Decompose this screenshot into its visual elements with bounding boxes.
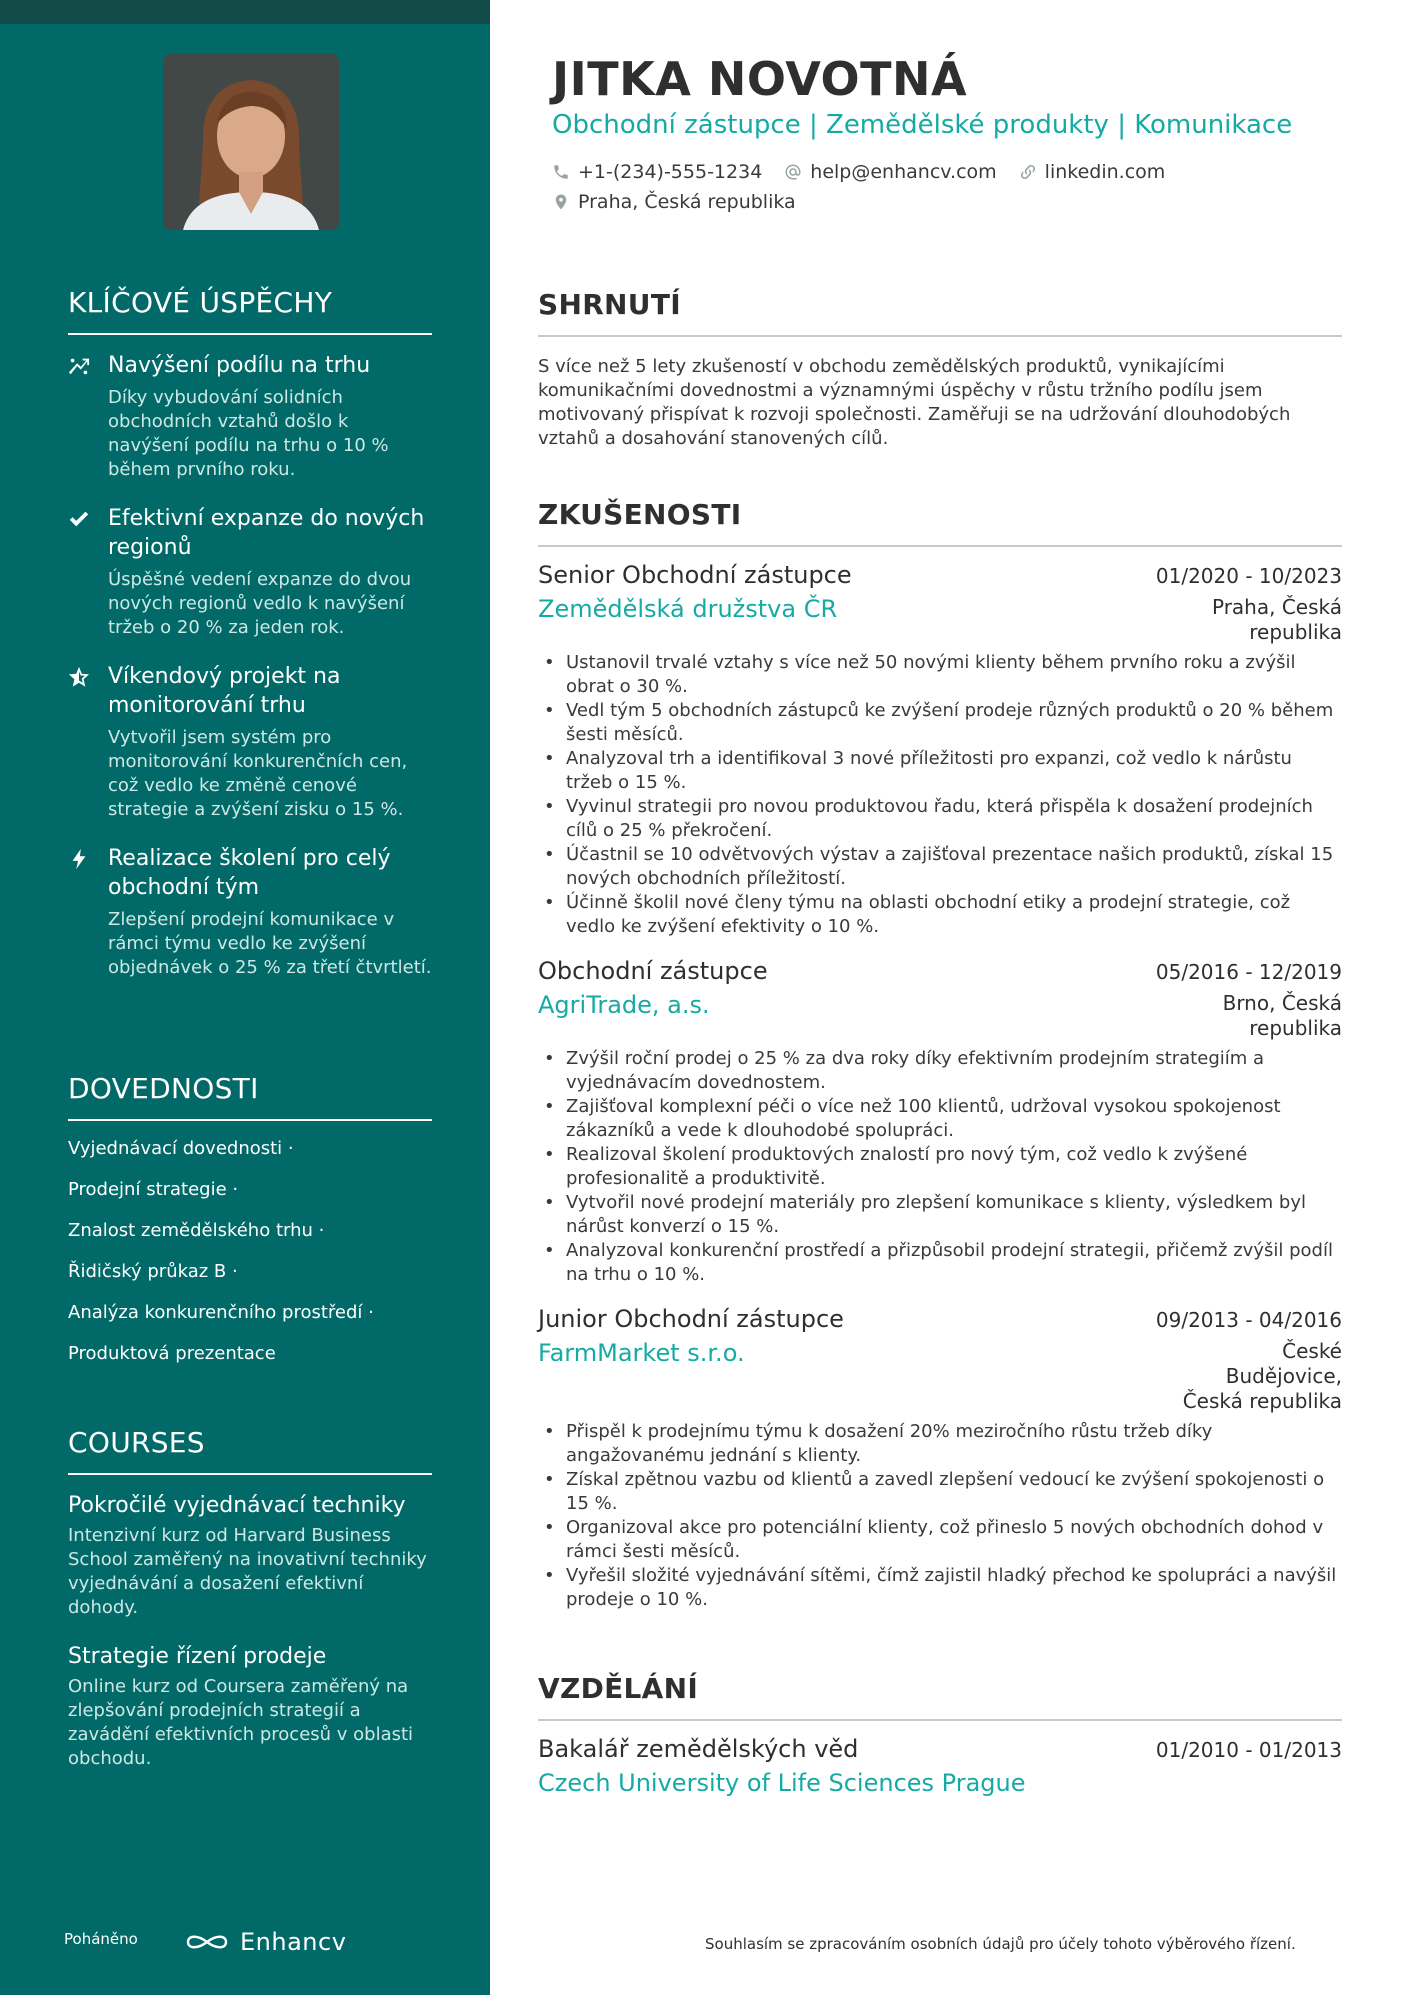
job-dates: 05/2016 - 12/2019 bbox=[1155, 960, 1342, 984]
job-bullet: • Vyřešil složité vyjednávání sítěmi, čímž zajistil hladký přechod ke spolupráci a navýšil prodeje o 10 %. bbox=[538, 1564, 1342, 1612]
powered-by-label: Poháněno bbox=[64, 1930, 138, 1948]
contact-linkedin[interactable] bbox=[1019, 161, 1166, 183]
job-location: Brno, Česká republika bbox=[1222, 991, 1342, 1040]
job-location: České Budějovice, Česká republika bbox=[1182, 1339, 1342, 1413]
job-bullet: • Analyzoval konkurenční prostředí a přizpůsobil prodejní strategii, přičemž zvýšil podíl na trhu o 10 %. bbox=[538, 1239, 1342, 1287]
chart-icon bbox=[68, 351, 92, 482]
phone-icon bbox=[552, 163, 570, 181]
brand-link[interactable] bbox=[184, 1928, 346, 1956]
contact-row bbox=[552, 161, 1165, 183]
skill-item: Produktová prezentace bbox=[68, 1343, 276, 1364]
achievement-desc: Díky vybudování solidních obchodních vztahů došlo k navýšení podílu na trhu o 10 % během prvního roku. bbox=[108, 387, 389, 480]
skill-item: Vyjednávací dovednosti · bbox=[68, 1138, 294, 1159]
achievement-item bbox=[68, 662, 432, 822]
education-degree: Bakalář zemědělských věd bbox=[538, 1735, 859, 1763]
job-title: Senior Obchodní zástupce bbox=[538, 561, 852, 589]
course-item bbox=[68, 1491, 432, 1620]
education-school: Czech University of Life Sciences Prague bbox=[538, 1769, 1026, 1797]
job-bullet: • Získal zpětnou vazbu od klientů a zavedl zlepšení vedoucí ke zvýšení spokojenosti o 15 %. bbox=[538, 1468, 1342, 1516]
job-bullets bbox=[538, 1420, 1342, 1612]
skill-item: Znalost zemědělského trhu · bbox=[68, 1220, 325, 1241]
achievement-title: Navýšení podílu na trhu bbox=[108, 353, 371, 378]
courses-section bbox=[68, 1426, 432, 1793]
sidebar-top-bar bbox=[0, 0, 490, 24]
job-bullets bbox=[538, 1047, 1342, 1287]
job-company: Zemědělská družstva ČR bbox=[538, 595, 838, 623]
consent-note: Souhlasím se zpracováním osobních údajů pro účely tohoto výběrového řízení. bbox=[705, 1935, 1296, 1953]
location-text: Praha, Česká republika bbox=[578, 191, 796, 213]
summary-title: SHRNUTÍ bbox=[538, 288, 1342, 337]
star-icon bbox=[68, 662, 92, 822]
job-bullet: • Účinně školil nové členy týmu na oblasti obchodní etiky a prodejní strategie, což vedlo ke zvýšení efektivity o 10 %. bbox=[538, 891, 1342, 939]
brand-name: Enhancv bbox=[240, 1928, 347, 1956]
achievement-title: Realizace školení pro celý obchodní tým bbox=[108, 846, 391, 900]
check-icon bbox=[68, 504, 92, 640]
location-pin-icon bbox=[552, 193, 570, 211]
linkedin-text: linkedin.com bbox=[1044, 161, 1166, 183]
job-dates: 09/2013 - 04/2016 bbox=[1155, 1308, 1342, 1332]
achievement-desc: Vytvořil jsem systém pro monitorování konkurenčních cen, což vedlo ke změně cenové strategie a zvýšení zisku o 15 %. bbox=[108, 727, 408, 820]
achievements-title: KLÍČOVÉ ÚSPĚCHY bbox=[68, 286, 432, 335]
job-dates: 01/2020 - 10/2023 bbox=[1155, 564, 1342, 588]
enhancv-logo-icon bbox=[184, 1931, 230, 1953]
job-bullet: • Účastnil se 10 odvětvových výstav a zajišťoval prezentace našich produktů, získal 15 nových obchodních příležitostí. bbox=[538, 843, 1342, 891]
course-title: Pokročilé vyjednávací techniky bbox=[68, 1493, 406, 1518]
profile-photo bbox=[163, 54, 339, 230]
contact-row-location bbox=[552, 191, 796, 213]
job-bullet: • Vedl tým 5 obchodních zástupců ke zvýšení prodeje různých produktů o 20 % během šesti měsíců. bbox=[538, 699, 1342, 747]
education-section bbox=[538, 1672, 1342, 1797]
achievement-desc: Zlepšení prodejní komunikace v rámci týmu vedlo ke zvýšení objednávek o 25 % za třetí čtvrtletí. bbox=[108, 909, 432, 978]
achievement-item bbox=[68, 351, 432, 482]
experience-title: ZKUŠENOSTI bbox=[538, 498, 1342, 547]
job-bullet: • Organizoval akce pro potenciální klienty, což přineslo 5 nových obchodních dohod v rámci šesti měsíců. bbox=[538, 1516, 1342, 1564]
education-title: VZDĚLÁNÍ bbox=[538, 1672, 1342, 1721]
job-entry bbox=[538, 1305, 1342, 1612]
job-bullet: • Přispěl k prodejnímu týmu k dosažení 20% meziročního růstu tržeb díky angažovanému jednání s klienty. bbox=[538, 1420, 1342, 1468]
job-title: Obchodní zástupce bbox=[538, 957, 768, 985]
job-bullet: • Ustanovil trvalé vztahy s více než 50 novými klienty během prvního roku a zvýšil obrat o 30 %. bbox=[538, 651, 1342, 699]
link-icon bbox=[1019, 163, 1037, 181]
contact-location bbox=[552, 191, 796, 213]
profile-photo-illustration bbox=[163, 54, 339, 230]
achievements-section bbox=[68, 286, 432, 1002]
experience-section bbox=[538, 498, 1342, 1612]
candidate-headline: Obchodní zástupce | Zemědělské produkty | Komunikace bbox=[552, 110, 1293, 140]
course-item bbox=[68, 1642, 432, 1771]
email-text: help@enhancv.com bbox=[810, 161, 997, 183]
job-bullet: • Vytvořil nové prodejní materiály pro zlepšení komunikace s klienty, výsledkem byl nárůst konverzí o 15 %. bbox=[538, 1191, 1342, 1239]
contact-phone[interactable] bbox=[552, 161, 762, 183]
job-bullet: • Zajišťoval komplexní péči o více než 100 klientů, udržoval vysokou spokojenost zákazníků a vede k dlouhodobé spolupráci. bbox=[538, 1095, 1342, 1143]
job-entry bbox=[538, 561, 1342, 939]
course-title: Strategie řízení prodeje bbox=[68, 1644, 327, 1669]
course-desc: Intenzivní kurz od Harvard Business School zaměřený na inovativní techniky vyjednávání a dosažení efektivní dohody. bbox=[68, 1525, 427, 1618]
summary-section bbox=[538, 288, 1342, 451]
job-location: Praha, Česká republika bbox=[1211, 595, 1342, 644]
achievement-item bbox=[68, 844, 432, 980]
skill-item: Analýza konkurenčního prostředí · bbox=[68, 1302, 374, 1323]
skill-item: Prodejní strategie · bbox=[68, 1179, 239, 1200]
candidate-name: JITKA NOVOTNÁ bbox=[552, 52, 968, 106]
job-bullet: • Vyvinul strategii pro novou produktovou řadu, která přispěla k dosažení prodejních cílů o 25 % překročení. bbox=[538, 795, 1342, 843]
job-bullet: • Analyzoval trh a identifikoval 3 nové příležitosti pro expanzi, což vedlo k nárůstu tržeb o 15 %. bbox=[538, 747, 1342, 795]
skills-title: DOVEDNOSTI bbox=[68, 1072, 432, 1121]
phone-text: +1-(234)-555-1234 bbox=[578, 161, 763, 183]
job-title: Junior Obchodní zástupce bbox=[538, 1305, 844, 1333]
courses-title: COURSES bbox=[68, 1426, 432, 1475]
summary-text: S více než 5 lety zkušeností v obchodu zemědělských produktů, vynikajícími komunikačními dovednostmi a významnými úspěchy v růstu tržního podílu jsem motivovaný přispívat k rozvoji společnosti. Zaměřuji se na udržování dlouhodobých vztahů a dosahování stanovených cílů. bbox=[538, 356, 1291, 449]
achievement-title: Efektivní expanze do nových regionů bbox=[108, 506, 425, 560]
education-dates: 01/2010 - 01/2013 bbox=[1155, 1738, 1342, 1762]
job-bullet: • Realizoval školení produktových znalostí pro nový tým, což vedlo k zvýšené profesionalitě a produktivitě. bbox=[538, 1143, 1342, 1191]
achievement-item bbox=[68, 504, 432, 640]
job-bullets bbox=[538, 651, 1342, 939]
job-company: AgriTrade, a.s. bbox=[538, 991, 710, 1019]
at-icon bbox=[784, 163, 802, 181]
education-entry bbox=[538, 1735, 1342, 1797]
sidebar bbox=[0, 0, 490, 1995]
skills-section bbox=[68, 1072, 432, 1383]
achievement-desc: Úspěšné vedení expanze do dvou nových regionů vedlo k navýšení tržeb o 20 % za jeden rok. bbox=[108, 569, 412, 638]
skill-item: Řidičský průkaz B · bbox=[68, 1261, 238, 1282]
course-desc: Online kurz od Coursera zaměřený na zlepšování prodejních strategií a zavádění efektivních procesů v oblasti obchodu. bbox=[68, 1676, 414, 1769]
job-bullet: • Zvýšil roční prodej o 25 % za dva roky díky efektivním prodejním strategiím a vyjednávacím dovednostem. bbox=[538, 1047, 1342, 1095]
achievement-title: Víkendový projekt na monitorování trhu bbox=[108, 664, 341, 718]
lightning-icon bbox=[68, 844, 92, 980]
job-company: FarmMarket s.r.o. bbox=[538, 1339, 745, 1367]
job-entry bbox=[538, 957, 1342, 1287]
contact-email[interactable] bbox=[784, 161, 996, 183]
